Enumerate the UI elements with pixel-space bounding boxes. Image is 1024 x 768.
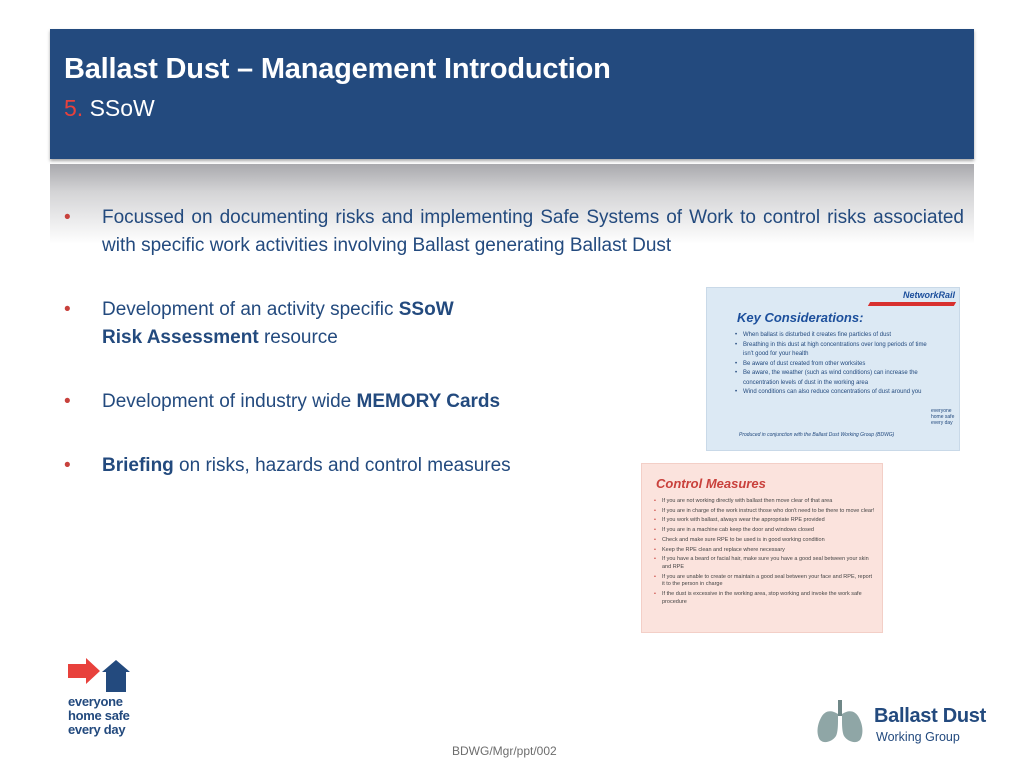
bullet-bold-text: MEMORY Cards xyxy=(356,391,501,412)
network-rail-logo: NetworkRail xyxy=(902,290,955,300)
list-item: • If you work with ballast, always wear the appropriate RPE provided xyxy=(654,517,876,525)
ehs-line: home safe xyxy=(68,708,130,723)
bdwg-logo-subtitle: Working Group xyxy=(876,730,960,744)
document-code: BDWG/Mgr/ppt/002 xyxy=(452,744,557,758)
list-item: • Keep the RPE clean and replace where necessary xyxy=(654,547,876,555)
control-measures-list xyxy=(654,498,876,608)
list-item: • Be aware, the weather (such as wind conditions) can increase the concentration levels of dust in the working area xyxy=(735,369,929,388)
key-considerations-card xyxy=(706,287,960,451)
list-item: • Wind conditions can also reduce concentrations of dust around you xyxy=(735,388,929,398)
bullet-text: resource xyxy=(258,327,338,348)
list-item: • Check and make sure RPE to be used is in good working condition xyxy=(654,537,876,545)
list-item: • If you have a beard or facial hair, make sure you have a good seal between your skin and RPE xyxy=(654,556,876,571)
section-title: SSoW xyxy=(89,95,155,121)
control-measures-card xyxy=(641,463,883,633)
network-rail-swoosh xyxy=(868,302,956,306)
bullet-item xyxy=(62,204,964,260)
bullet-bold-text: Briefing xyxy=(102,455,174,476)
bdwg-logo-name: Ballast Dust xyxy=(874,705,986,727)
bullet-item xyxy=(62,296,622,352)
key-considerations-list xyxy=(735,331,929,398)
slide-subtitle xyxy=(64,95,155,122)
bullet-dot: • xyxy=(64,391,71,412)
slide-title: Ballast Dust – Management Introduction xyxy=(64,53,611,85)
list-item: • Breathing in this dust at high concentrations over long periods of time isn't good for your health xyxy=(735,341,929,360)
bullet-dot: • xyxy=(64,207,71,228)
list-item: • If the dust is excessive in the working area, stop working and invoke the work safe procedure xyxy=(654,591,876,606)
card-footer: Produced in conjunction with the Ballast Dust Working Group (BDWG) xyxy=(739,432,895,438)
bullet-item xyxy=(62,388,622,416)
list-item: • Be aware of dust created from other worksites xyxy=(735,360,929,370)
bullet-dot: • xyxy=(64,299,71,320)
list-item: • If you are in a machine cab keep the door and windows closed xyxy=(654,527,876,535)
list-item: • When ballast is disturbed it creates fine particles of dust xyxy=(735,331,929,341)
bullet-text: Development of industry wide xyxy=(102,391,357,412)
bullet-bold-text: Risk Assessment xyxy=(102,327,259,348)
bullet-bold-text: SSoW xyxy=(398,299,454,320)
lungs-icon xyxy=(812,700,868,744)
ehs-line: every day xyxy=(68,722,126,737)
arrow-home-icon xyxy=(68,658,134,694)
ehs-badge: everyone home safe every day xyxy=(931,408,955,426)
bullet-text: Development of an activity specific xyxy=(102,299,399,320)
list-item: • If you are in charge of the work instruct those who don't need to be there to move clear! xyxy=(654,508,876,516)
card-title: Key Considerations: xyxy=(737,310,864,325)
card-title: Control Measures xyxy=(656,476,766,491)
list-item: • If you are not working directly with ballast then move clear of that area xyxy=(654,498,876,506)
bullet-item xyxy=(62,452,622,480)
bullet-dot: • xyxy=(64,455,71,476)
ehs-line: everyone xyxy=(68,694,123,709)
bullet-text: on risks, hazards and control measures xyxy=(173,455,511,476)
ehs-slogan xyxy=(68,695,130,737)
list-item: • If you are unable to create or maintain a good seal between your face and RPE, report it to the person in charge xyxy=(654,574,876,589)
bullet-text: Focussed on documenting risks and implementing Safe Systems of Work to control risks associated with specific work activities involving Ballast generating Ballast Dust xyxy=(102,207,964,256)
title-bar xyxy=(50,29,974,159)
section-number: 5. xyxy=(64,95,84,121)
